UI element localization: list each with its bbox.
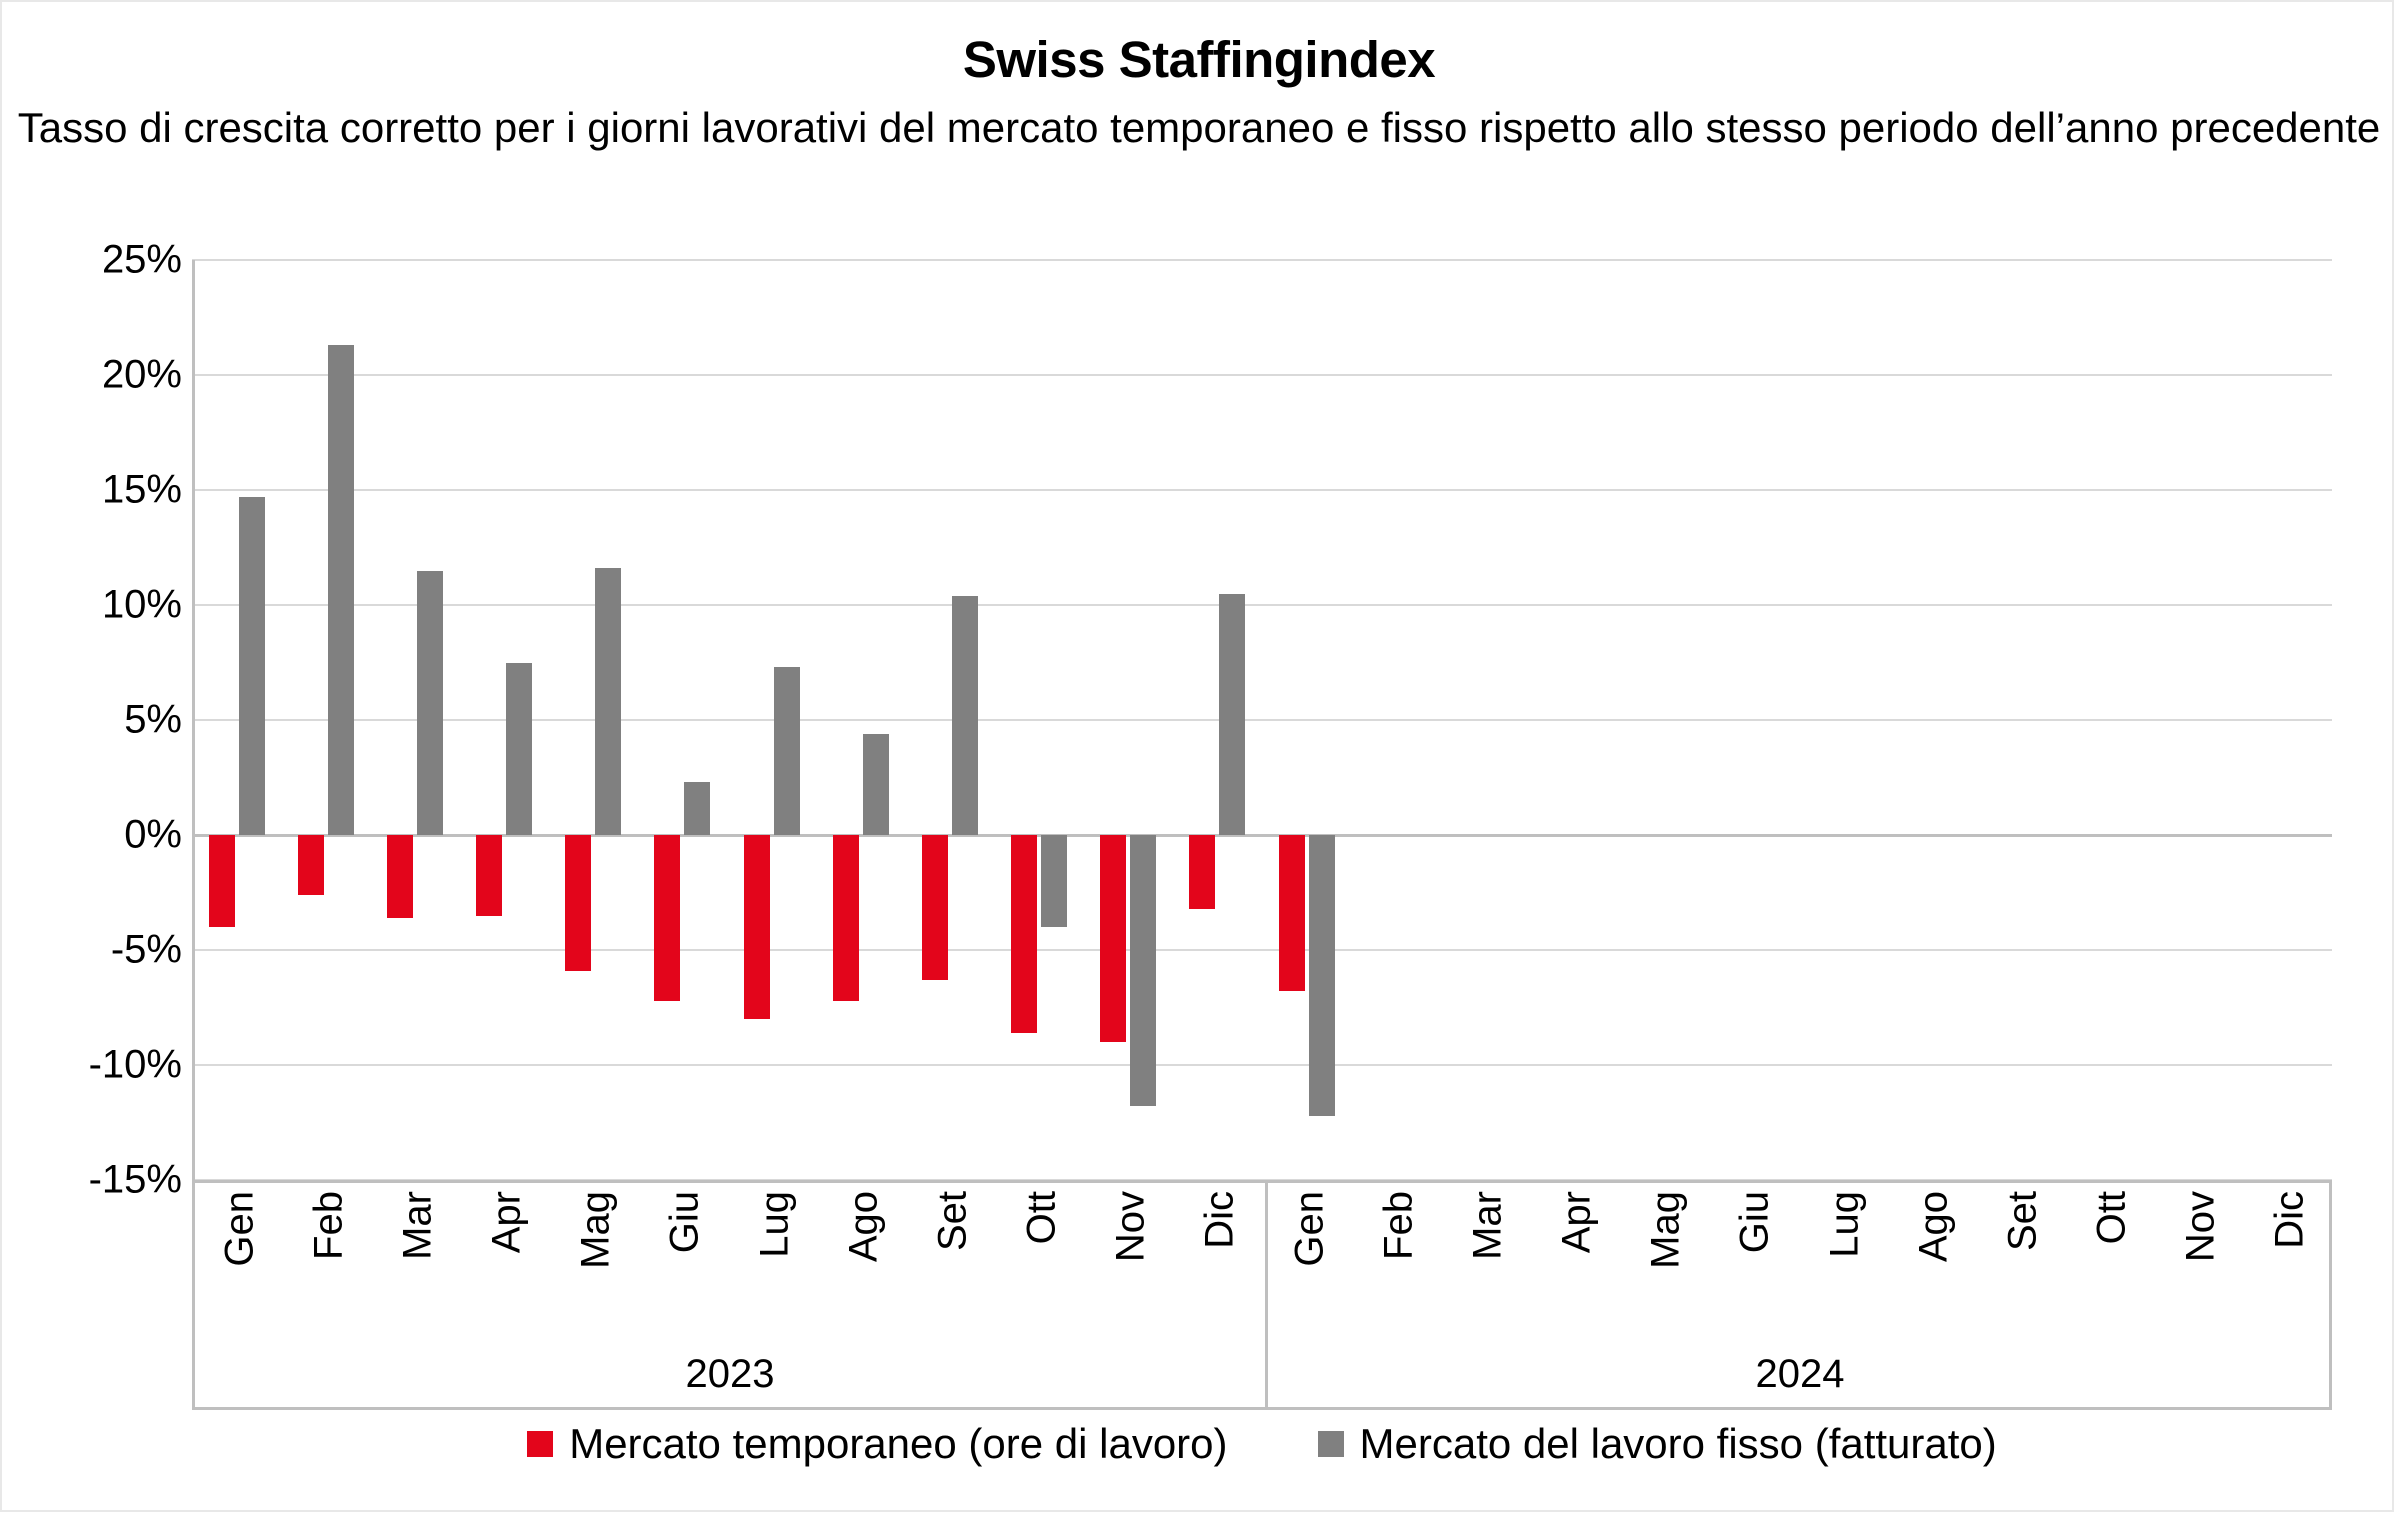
bar-mercato-temporaneo [922, 835, 948, 980]
month-label: Nov [1108, 1191, 1153, 1263]
bar-group [727, 260, 816, 1180]
bar-group [1797, 260, 1886, 1180]
month-label: Ago [1911, 1191, 1956, 1263]
bar-mercato-temporaneo [1279, 835, 1305, 991]
legend-item[interactable] [527, 1420, 1227, 1468]
month-tick [1622, 1183, 1711, 1343]
bar-mercato-fisso [684, 782, 710, 835]
month-label: Giu [662, 1191, 707, 1254]
month-tick [908, 1183, 997, 1343]
month-tick [641, 1183, 730, 1343]
month-label: Nov [2178, 1191, 2223, 1263]
month-label: Gen [1287, 1191, 1332, 1267]
bar-group [905, 260, 994, 1180]
month-label: Dic [1197, 1191, 1242, 1249]
month-label: Set [930, 1191, 975, 1252]
bar-mercato-fisso [1130, 835, 1156, 1106]
bar-mercato-temporaneo [209, 835, 235, 927]
bar-group [1262, 260, 1351, 1180]
bar-group [2154, 260, 2243, 1180]
bar-mercato-temporaneo [298, 835, 324, 895]
year-label: 2023 [685, 1352, 775, 1396]
month-tick [2157, 1183, 2246, 1343]
bar-group [460, 260, 549, 1180]
category-axis [192, 1180, 2332, 1410]
bar-mercato-temporaneo [744, 835, 770, 1019]
bar-series-container [192, 260, 2332, 1180]
month-tick [2246, 1183, 2335, 1343]
bar-group [1173, 260, 1262, 1180]
month-label: Lug [752, 1191, 797, 1258]
bar-group [192, 260, 281, 1180]
month-label: Feb [306, 1191, 351, 1260]
month-label: Mag [573, 1191, 618, 1269]
bar-group [1351, 260, 1440, 1180]
title-block [2, 32, 2394, 155]
y-tick-label: -5% [110, 927, 182, 972]
bar-mercato-fisso [328, 345, 354, 835]
bar-mercato-temporaneo [476, 835, 502, 916]
legend-label: Mercato del lavoro fisso (fatturato) [1359, 1420, 1997, 1467]
month-tick [1533, 1183, 1622, 1343]
bar-group [281, 260, 370, 1180]
month-tick [730, 1183, 819, 1343]
bar-mercato-temporaneo [1189, 835, 1215, 909]
month-label: Dic [2267, 1191, 2312, 1249]
month-label: Apr [1554, 1191, 1599, 1254]
year-label: 2024 [1755, 1352, 1845, 1396]
bar-group [549, 260, 638, 1180]
month-label: Mar [395, 1191, 440, 1260]
month-tick [2068, 1183, 2157, 1343]
legend-item[interactable] [1318, 1420, 1997, 1468]
bar-mercato-fisso [774, 667, 800, 835]
month-label: Apr [484, 1191, 529, 1254]
month-label: Mag [1643, 1191, 1688, 1269]
bar-mercato-fisso [239, 497, 265, 835]
y-tick-label: 10% [101, 582, 182, 627]
y-tick-label: -15% [88, 1157, 182, 1202]
month-label: Ott [1019, 1191, 1064, 1245]
month-label: Lug [1822, 1191, 1867, 1258]
month-tick [998, 1183, 1087, 1343]
bar-mercato-fisso [595, 568, 621, 835]
y-tick-label: 0% [124, 812, 182, 857]
month-tick [284, 1183, 373, 1343]
month-label: Ago [841, 1191, 886, 1263]
month-label: Giu [1732, 1191, 1777, 1254]
month-tick [1978, 1183, 2067, 1343]
bar-mercato-fisso [506, 663, 532, 836]
legend-swatch [1318, 1431, 1344, 1457]
y-tick-label: -10% [88, 1042, 182, 1087]
month-tick [195, 1183, 284, 1343]
bar-group [1084, 260, 1173, 1180]
month-label: Mar [1465, 1191, 1510, 1260]
bar-group [1975, 260, 2064, 1180]
bar-group [1619, 260, 1708, 1180]
bar-mercato-temporaneo [654, 835, 680, 1001]
bar-group [1530, 260, 1619, 1180]
bar-mercato-fisso [1309, 835, 1335, 1116]
month-tick [1176, 1183, 1265, 1343]
y-tick-label: 5% [124, 697, 182, 742]
y-tick-label: 15% [101, 467, 182, 512]
month-tick [819, 1183, 908, 1343]
legend-swatch [527, 1431, 553, 1457]
plot-area [192, 260, 2332, 1180]
bar-group [1886, 260, 1975, 1180]
bar-group [2065, 260, 2154, 1180]
bar-mercato-temporaneo [833, 835, 859, 1001]
bar-group [370, 260, 459, 1180]
month-tick [1354, 1183, 1443, 1343]
bar-mercato-temporaneo [387, 835, 413, 918]
bar-group [638, 260, 727, 1180]
month-tick [463, 1183, 552, 1343]
chart-title: Swiss Staffingindex [962, 31, 1436, 88]
chart-legend [192, 1420, 2332, 1468]
bar-mercato-fisso [417, 571, 443, 836]
month-tick [1443, 1183, 1532, 1343]
month-label: Set [2000, 1191, 2045, 1252]
month-label: Ott [2089, 1191, 2134, 1245]
bar-mercato-temporaneo [1100, 835, 1126, 1042]
bar-group [1708, 260, 1797, 1180]
legend-label: Mercato temporaneo (ore di lavoro) [569, 1420, 1228, 1467]
month-label: Gen [217, 1191, 262, 1267]
bar-mercato-fisso [1219, 594, 1245, 836]
y-tick-label: 25% [101, 237, 182, 282]
month-tick [552, 1183, 641, 1343]
bar-mercato-fisso [952, 596, 978, 835]
month-tick [1265, 1183, 1354, 1343]
bar-mercato-fisso [1041, 835, 1067, 927]
month-tick [1711, 1183, 1800, 1343]
y-tick-label: 20% [101, 352, 182, 397]
bar-group [995, 260, 1084, 1180]
plot-wrapper [2, 237, 2394, 1514]
bar-group [2243, 260, 2332, 1180]
chart-subtitle: Tasso di crescita corretto per i giorni lavorativi del mercato temporaneo e fisso rispetto allo stesso periodo dell’anno precedente [17, 104, 2381, 152]
month-tick [1800, 1183, 1889, 1343]
y-axis-tick-labels [42, 237, 182, 1202]
bar-group [1440, 260, 1529, 1180]
month-tick [373, 1183, 462, 1343]
bar-mercato-temporaneo [565, 835, 591, 971]
month-tick [1087, 1183, 1176, 1343]
bar-mercato-temporaneo [1011, 835, 1037, 1033]
month-tick [1889, 1183, 1978, 1343]
bar-group [816, 260, 905, 1180]
month-label: Feb [1376, 1191, 1421, 1260]
bar-mercato-fisso [863, 734, 889, 835]
